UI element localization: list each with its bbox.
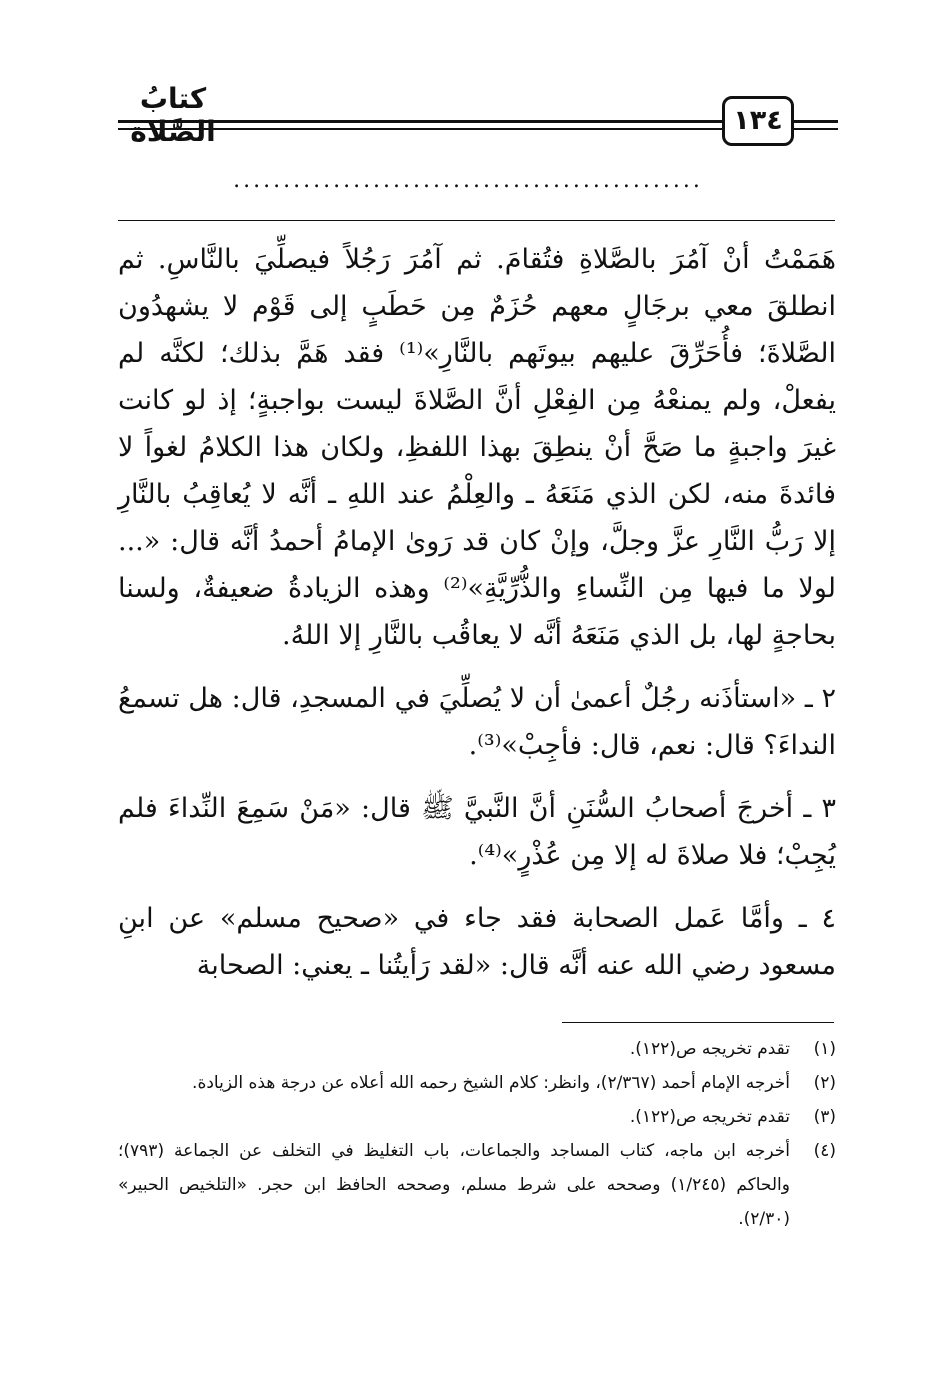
footnote-separator: [562, 1022, 834, 1023]
footnote: [118, 1100, 836, 1134]
top-separator: [118, 220, 835, 221]
dotted-divider: ...............................................: [233, 168, 703, 192]
paragraph: ٤ ـ وأمَّا عَمل الصحابة فقد جاء في «صحيح مسلم» عن ابنِ مسعود رضي الله عنه أنَّه قال: «لقد رَأيتُنا ـ يعني: الصحابة: [118, 903, 836, 981]
footnote-number: (٢): [813, 1073, 836, 1093]
book-title: كتابُ الصَّلاة: [130, 82, 216, 148]
paragraph: ٣ ـ أخرجَ أصحابُ السُّنَنِ أنَّ النَّبيَّ ﷺ قال: «مَنْ سَمِعَ النِّداءَ فلم يُجِبْ؛ فلا صلاةَ له إلا مِن عُذْرٍ»⁽⁴⁾.: [118, 793, 836, 871]
footnote-text: تقدم تخريجه ص(١٢٢).: [629, 1107, 790, 1127]
main-text: [118, 236, 836, 989]
footnote-number: (١): [813, 1039, 836, 1059]
footnote: [118, 1134, 836, 1236]
footnote: [118, 1066, 836, 1100]
footnote-text: أخرجه ابن ماجه، كتاب المساجد والجماعات، باب التغليظ في التخلف عن الجماعة (٧٩٣)؛ والحاكم (١/٢٤٥) وصححه على شرط مسلم، وصححه الحافظ ابن حجر. «التلخيص الحبير» (٢/٣٠).: [118, 1141, 790, 1229]
paragraph: ٢ ـ «استأذَنه رجُلٌ أعمىٰ أن لا يُصلِّيَ في المسجدِ، قال: هل تسمعُ النداءَ؟ قال: نعم، قال: فأجِبْ»⁽³⁾.: [118, 683, 836, 761]
footnote: [118, 1032, 836, 1066]
footnote-text: تقدم تخريجه ص(١٢٢).: [629, 1039, 790, 1059]
footnote-number: (٣): [813, 1107, 836, 1127]
footnotes: [118, 1032, 836, 1236]
footnote-number: (٤): [813, 1141, 836, 1161]
paragraph: هَمَمْتُ أنْ آمُرَ بالصَّلاةِ فتُقامَ. ثم آمُرَ رَجُلاً فيصلِّيَ بالنَّاسِ. ثم انطلقَ معي برجَالٍ معهم حُزَمٌ مِن حَطَبٍ إلى قَوْم لا يشهدُون الصَّلاةَ؛ فأُحَرِّقَ عليهم بيوتَهم بالنَّارِ»⁽¹⁾ فقد هَمَّ بذلك؛ لكنَّه لم يفعلْ، ولم يمنعْهُ مِن الفِعْلِ أنَّ الصَّلاةَ ليست بواجبةٍ؛ إذ لو كانت غيرَ واجبةٍ ما صَحَّ أنْ ينطِقَ بهذا اللفظِ، ولكان هذا الكلامُ لغواً لا فائدةَ منه، لكن الذي مَنَعَهُ ـ والعِلْمُ عند اللهِ ـ أنَّه لا يُعاقِبُ بالنَّارِ إلا رَبُّ النَّارِ عزَّ وجلَّ، وإنْ كان قد رَوىٰ الإمامُ أحمدُ أنَّه قال: «... لولا ما فيها مِن النِّساءِ والذُّرِّيَّةِ»⁽²⁾ وهذه الزيادةُ ضعيفةٌ، ولسنا بحاجةٍ لها، بل الذي مَنَعَهُ أنَّه لا يعاقُب بالنَّارِ إلا اللهُ.: [118, 244, 837, 651]
footnote-text: أخرجه الإمام أحمد (٢/٣٦٧)، وانظر: كلام الشيخ رحمه الله أعلاه عن درجة هذه الزيادة.: [192, 1073, 790, 1093]
page-number: ١٣٤: [722, 96, 794, 146]
